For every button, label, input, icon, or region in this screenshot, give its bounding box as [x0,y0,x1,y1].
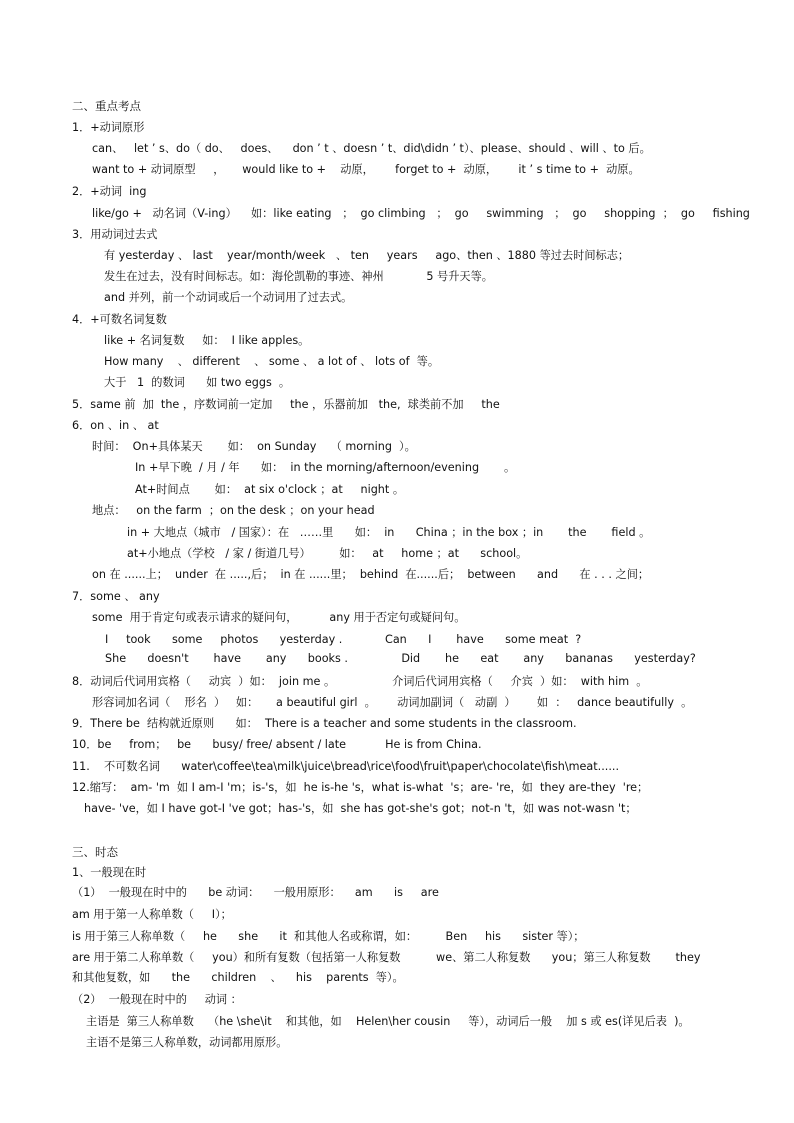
section-3-am-rule: am 用于第一人称单数（ I）； [72,908,232,921]
section-3-are-rule-2: 和其他复数，如 the children 、 his parents 等）。 [72,971,404,984]
item-6-place: 地点： on the farm ；on the desk ；on your head [92,504,375,517]
item-10-line-1: 10．be from； be busy/ free/ absent / late He is from China. [72,738,482,751]
item-8-line-2: 形容词加名词（ 形名 ） 如： a beautiful girl 。 动词加副词（ 动副 ） 如 ： dance beautifully 。 [92,696,693,709]
item-6-place-in: in + 大地点（城市 / 国家）：在 ……里 如： in China ；in the box ；in the field 。 [127,526,651,539]
section-3-point-1-title: （1） 一般现在时中的 be 动词： 一般用原形： am is are [72,886,439,899]
item-5-line-1: 5．same 前 加 the ，序数词前一定加 the ，乐器前加 the, 球类前不加 the [72,398,500,411]
item-3-line-2: 发生在过去，没有时间标志。如：海伦凯勒的事迹、神州 5 号升天等。 [104,270,493,283]
section-3-point-2-line-2: 主语不是第三人称单数，动词都用原形。 [86,1036,288,1049]
item-1-title: 1．+动词原形 [72,121,145,134]
item-6-time: 时间： On+具体某天 如： on Sunday （ morning ）。 [92,440,416,453]
item-2-line-1: like/go + 动名词（V-ing） 如：like eating ； go climbing ； go swimming ； go shopping ； go fishing [92,207,750,220]
item-6-title: 6．on 、in 、 at [72,419,159,432]
item-6-time-at: At+时间点 如： at six o'clock ；at night 。 [135,483,405,496]
section-3-point-2-line-1: 主语是 第三人称单数 （he \she\it 和其他，如 Helen\her cousin 等），动词后一般 加 s 或 es(详见后表 )。 [86,1015,690,1028]
item-11-line-1: 11. 不可数名词 water\coffee\tea\milk\juice\bread\rice\food\fruit\paper\chocolate\fish\meat...... [72,760,619,773]
item-1-line-1: can、 let ’ s、do（ do、 does、 don ’ t 、doesn ’ t、did\didn ’ t）、please、should 、will 、to 后。 [92,142,651,155]
item-3-title: 3．用动词过去式 [72,228,158,241]
item-2-title: 2．+动词 ing [72,185,147,198]
item-4-line-3: 大于 1 的数词 如 two eggs 。 [104,376,291,389]
section-3-is-rule: is 用于第三人称单数（ he she it 和其他人名或称谓，如： Ben his sister 等）； [72,930,585,943]
item-6-time-in: In +早下晚 / 月 / 年 如： in the morning/afternoon/evening 。 [135,461,516,474]
section-3-are-rule-1: are 用于第二人称单数（ you）和所有复数（包括第一人称复数 we、第二人称复数 you；第三人称复数 they [72,951,701,964]
item-4-line-2: How many 、 different 、 some 、 a lot of 、 lots of 等。 [104,355,440,368]
item-3-line-3: and 并列，前一个动词或后一个动词用了过去式。 [104,291,353,304]
item-6-prepositions: on 在 ......上； under 在 .....,后； in 在 ......里； behind 在......后； between and 在 . . . 之间； [92,568,650,581]
item-4-title: 4．+可数名词复数 [72,313,167,326]
item-3-line-1: 有 yesterday 、 last year/month/week 、 ten years ago、then 、1880 等过去时间标志； [104,249,630,262]
item-1-line-2: want to + 动词原型 ， would like to + 动原， forget to + 动原， it ’ s time to + 动原。 [92,163,640,176]
item-7-example-2: She doesn't have any books . Did he eat any bananas yesterday? [105,652,696,665]
section-3-point-2-title: （2） 一般现在时中的 动词 ： [72,993,242,1006]
section-3-sub-1: 1、一般现在时 [72,866,147,879]
item-7-title: 7．some 、 any [72,590,160,603]
item-4-line-1: like + 名词复数 如： I like apples。 [104,334,310,347]
item-8-line-1: 8．动词后代词用宾格（ 动宾 ）如： join me 。 介词后代词用宾格（ 介宾 ）如： with him 。 [72,675,648,688]
item-7-example-1: I took some photos yesterday . Can I have some meat ? [105,633,582,646]
item-7-rule: some 用于肯定句或表示请求的疑问句， any 用于否定句或疑问句。 [92,611,466,624]
item-12-line-2: have- 've，如 I have got-I 've got；has-'s，如 she has got-she's got；not-n 't，如 was not-wasn 't； [84,802,637,815]
section-3-title: 三、时态 [72,845,118,859]
section-2-title: 二、重点考点 [72,99,141,113]
item-9-line-1: 9．There be 结构就近原则 如： There is a teacher and some students in the classroom. [72,717,577,730]
item-6-place-at: at+小地点（学校 / 家 / 街道几号） 如： at home ；at school。 [127,547,528,560]
item-12-line-1: 12.缩写： am- 'm 如 I am-I 'm；is-'s，如 he is-he 's，what is-what 's；are- 're，如 they are-they 're； [72,781,649,794]
